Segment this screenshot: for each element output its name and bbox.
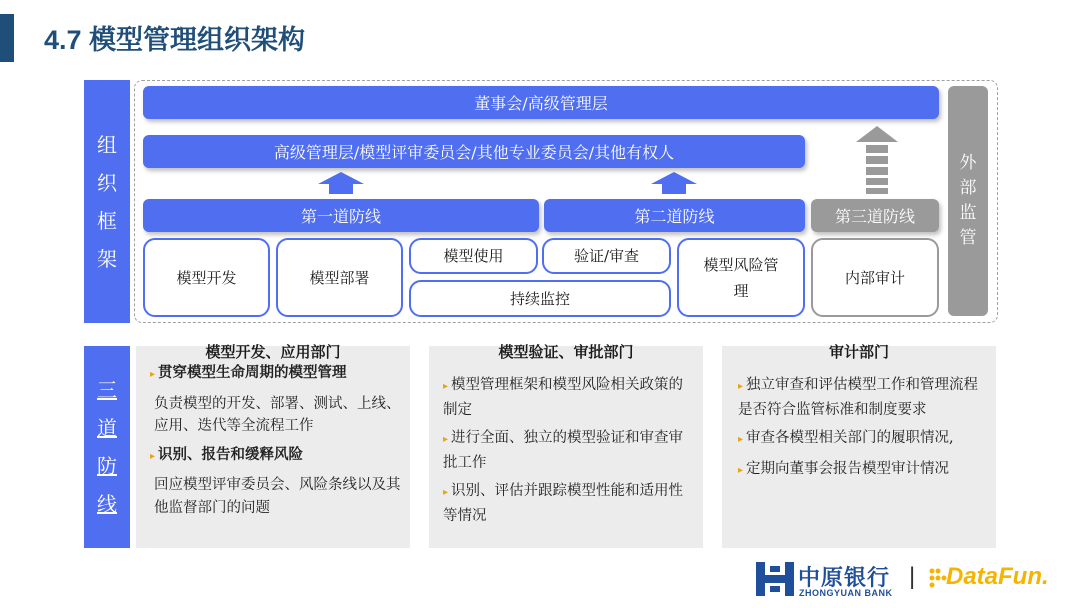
- up-arrow-icon: [318, 172, 364, 194]
- side-char: 架: [97, 246, 117, 271]
- panel-first-line: [136, 343, 410, 548]
- logo-separator: |: [909, 563, 916, 590]
- committee-bar: 高级管理层/模型评审委员会/其他专业委员会/其他有权人: [143, 135, 805, 168]
- panel-item: ▸ 模型管理框架和模型风险相关政策的制定: [443, 377, 684, 418]
- board-bar: 董事会/高级管理层: [143, 86, 939, 119]
- panel-head: 模型验证、审批部门: [498, 343, 634, 361]
- bullet-icon: ▸: [150, 450, 156, 462]
- bullet-icon: ▸: [738, 464, 744, 476]
- side-label-framework: [84, 80, 130, 323]
- panel-item: 负责模型的开发、部署、测试、上线、应用、迭代等全流程工作: [154, 395, 401, 434]
- page-title: 4.7 模型管理组织架构: [44, 25, 306, 55]
- side-char: 线: [97, 492, 117, 516]
- external-char: 部: [959, 178, 977, 198]
- bullet-icon: ▸: [738, 381, 744, 392]
- panel-item: 回应模型评审委员会、风险条线以及其他监督部门的问题: [154, 477, 401, 516]
- side-char: 织: [97, 170, 117, 195]
- side-char: 三: [97, 378, 117, 402]
- panel-item: ▸ 独立审查和评估模型工作和管理流程是否符合监管标准和制度要求: [738, 377, 979, 418]
- up-arrow-icon: [651, 172, 697, 194]
- side-char: 框: [97, 208, 117, 233]
- panel-item: ▸ 审查各模型相关部门的履职情况,: [738, 430, 954, 446]
- model-risk-mgmt-label: 模型风险管理: [703, 255, 779, 300]
- panel-item: ▸ 识别、评估并跟踪模型性能和适用性等情况: [443, 483, 684, 524]
- internal-audit-box: 内部审计: [811, 238, 939, 317]
- panel-item: ▸ 定期向董事会报告模型审计情况: [738, 460, 950, 477]
- bank-name-en: ZHONGYUAN BANK: [799, 588, 893, 598]
- datafun-logo-icon: [928, 566, 948, 592]
- continuous-monitor-box: 持续监控: [409, 280, 671, 317]
- panel-third-line: [722, 343, 996, 548]
- side-char: 道: [97, 416, 117, 440]
- model-use-box: 模型使用: [409, 238, 538, 274]
- side-char: 防: [97, 454, 117, 478]
- side-char: 组: [97, 132, 117, 157]
- panel-head: 审计部门: [828, 343, 889, 361]
- bullet-icon: ▸: [443, 381, 449, 392]
- bullet-icon: ▸: [443, 434, 449, 445]
- bank-name-cn: 中原银行: [798, 565, 891, 590]
- external-char: 外: [959, 153, 977, 173]
- model-risk-mgmt-box: [677, 238, 805, 317]
- zhongyuan-bank-logo-icon: [756, 562, 794, 596]
- panel-second-line: [429, 343, 703, 548]
- external-char: 监: [959, 203, 977, 223]
- external-char: 管: [959, 228, 977, 248]
- panel-item: ▸ 识别、报告和缓释风险: [150, 445, 304, 463]
- bullet-icon: ▸: [443, 487, 449, 498]
- side-label-three-lines: [84, 346, 130, 548]
- panel-head: 模型开发、应用部门: [205, 343, 341, 361]
- bullet-icon: ▸: [738, 434, 744, 445]
- bullet-icon: ▸: [150, 369, 156, 380]
- first-line-bar: 第一道防线: [143, 199, 539, 232]
- model-dev-box: 模型开发: [143, 238, 270, 317]
- panel-item: ▸ 进行全面、独立的模型验证和审查审批工作: [443, 430, 684, 471]
- external-regulation-bar: [948, 86, 988, 316]
- datafun-logo-text: DataFun.: [946, 563, 1049, 590]
- model-deploy-box: 模型部署: [276, 238, 403, 317]
- second-line-bar: 第二道防线: [544, 199, 805, 232]
- title-accent-bar: [0, 14, 14, 62]
- validate-box: 验证/审查: [542, 238, 671, 274]
- third-line-bar: 第三道防线: [811, 199, 939, 232]
- panel-item: ▸ 贯穿模型生命周期的模型管理: [150, 364, 347, 381]
- striped-up-arrow-icon: [856, 126, 898, 194]
